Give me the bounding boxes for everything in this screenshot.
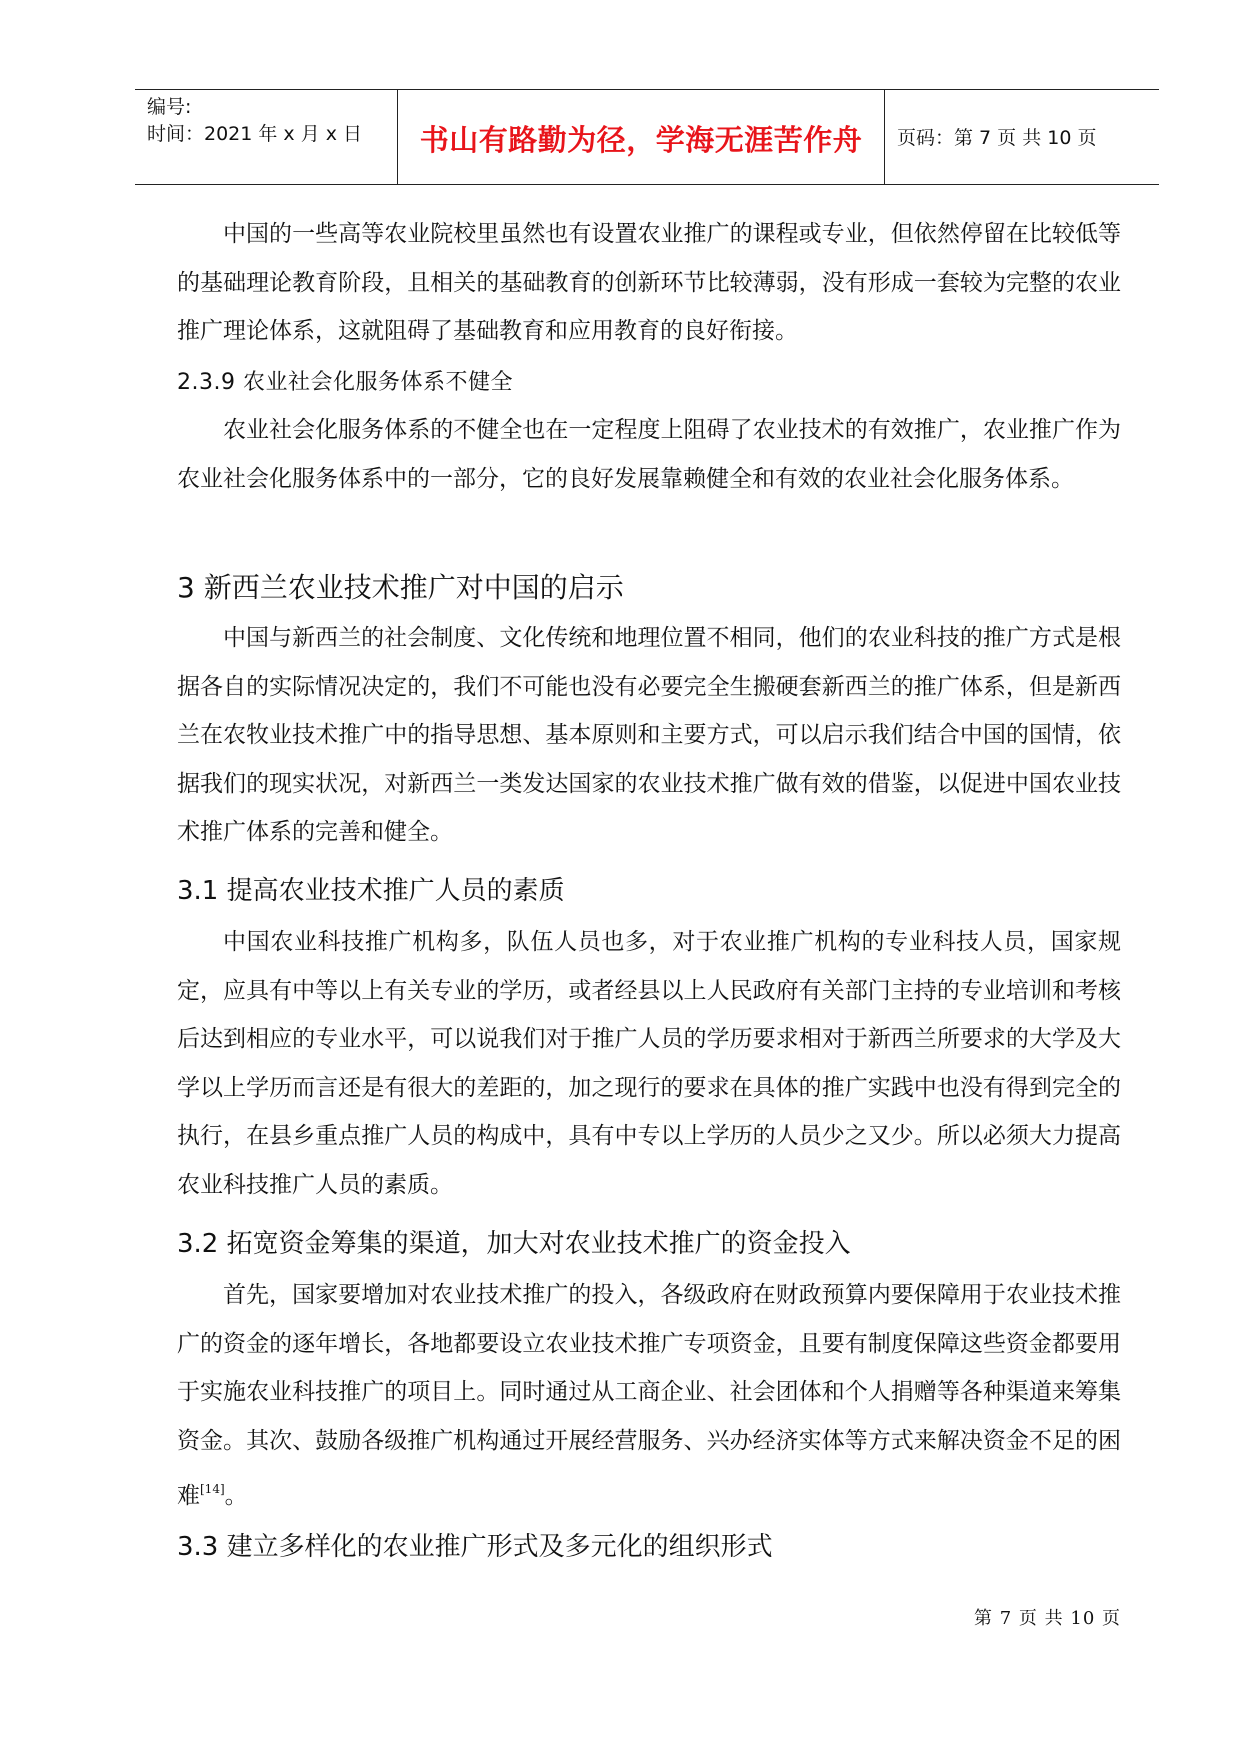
- paragraph-1: [177, 210, 1121, 356]
- section-heading-3-3: 3.3 建立多样化的农业推广形式及多元化的组织形式: [177, 1532, 773, 1562]
- serial-label: 编号:: [147, 96, 192, 118]
- section-heading-3: 3 新西兰农业技术推广对中国的启示: [177, 571, 624, 604]
- paragraph-3: [177, 614, 1121, 857]
- paragraph-body: 首先，国家要增加对农业技术推广的投入，各级政府在财政预算内要保障用于农业技术推广的资金的逐年增长，各地都要设立农业技术推广专项资金，且要有制度保障这些资金都要用于实施农业科技推广的项目上。同时通过从工商企业、社会团体和个人捐赠等各种渠道来筹集资金。其次、鼓励各级推广机构通过开展经营服务、兴办经济实体等方式来解决资金不足的困难: [177, 1282, 1121, 1509]
- paragraph-text: 中国与新西兰的社会制度、文化传统和地理位置不相同，他们的农业科技的推广方式是根据各自的实际情况决定的，我们不可能也没有必要完全生搬硬套新西兰的推广体系，但是新西兰在农牧业技术推广中的指导思想、基本原则和主要方式，可以启示我们结合中国的国情，依据我们的现实状况，对新西兰一类发达国家的农业技术推广做有效的借鉴，以促进中国农业技术推广体系的完善和健全。: [177, 625, 1121, 845]
- header-page-label: 页码：第 7 页 共 10 页: [897, 127, 1097, 149]
- paragraph-text: 中国农业科技推广机构多，队伍人员也多，对于农业推广机构的专业科技人员，国家规定，应具有中等以上有关专业的学历，或者经县以上人民政府有关部门主持的专业培训和考核后达到相应的专业水平，可以说我们对于推广人员的学历要求相对于新西兰所要求的大学及大学以上学历而言还是有很大的差距的，加之现行的要求在具体的推广实践中也没有得到完全的执行，在县乡重点推广人员的构成中，具有中专以上学历的人员少之又少。所以必须大力提高农业科技推广人员的素质。: [177, 929, 1121, 1198]
- citation-ref: [14]: [200, 1482, 225, 1496]
- paragraph-text: 中国的一些高等农业院校里虽然也有设置农业推广的课程或专业，但依然停留在比较低等的基础理论教育阶段，且相关的基础教育的创新环节比较薄弱，没有形成一套较为完整的农业推广理论体系，这就阻碍了基础教育和应用教育的良好衔接。: [177, 221, 1121, 344]
- section-heading-2-3-9: 2.3.9 农业社会化服务体系不健全: [177, 370, 513, 395]
- paragraph-text: 农业社会化服务体系的不健全也在一定程度上阻碍了农业技术的有效推广，农业推广作为农业社会化服务体系中的一部分，它的良好发展靠赖健全和有效的农业社会化服务体系。: [177, 417, 1121, 492]
- header-page-cell: [885, 90, 1159, 184]
- paragraph-end: 。: [224, 1483, 248, 1509]
- paragraph-text: [177, 1271, 1121, 1521]
- page-footer: 第 7 页 共 10 页: [974, 1608, 1121, 1629]
- paragraph-4: [177, 918, 1121, 1209]
- paragraph-2: [177, 406, 1121, 503]
- paragraph-5: [177, 1271, 1121, 1521]
- header-meta-cell: [135, 90, 397, 184]
- header-motto-cell: [397, 90, 885, 184]
- page-header: [135, 89, 1159, 185]
- section-heading-3-1: 3.1 提高农业技术推广人员的素质: [177, 876, 565, 906]
- section-heading-3-2: 3.2 拓宽资金筹集的渠道，加大对农业技术推广的资金投入: [177, 1229, 851, 1259]
- header-motto: 书山有路勤为径，学海无涯苦作舟: [419, 123, 863, 157]
- time-label: 时间：2021 年 x 月 x 日: [147, 123, 363, 145]
